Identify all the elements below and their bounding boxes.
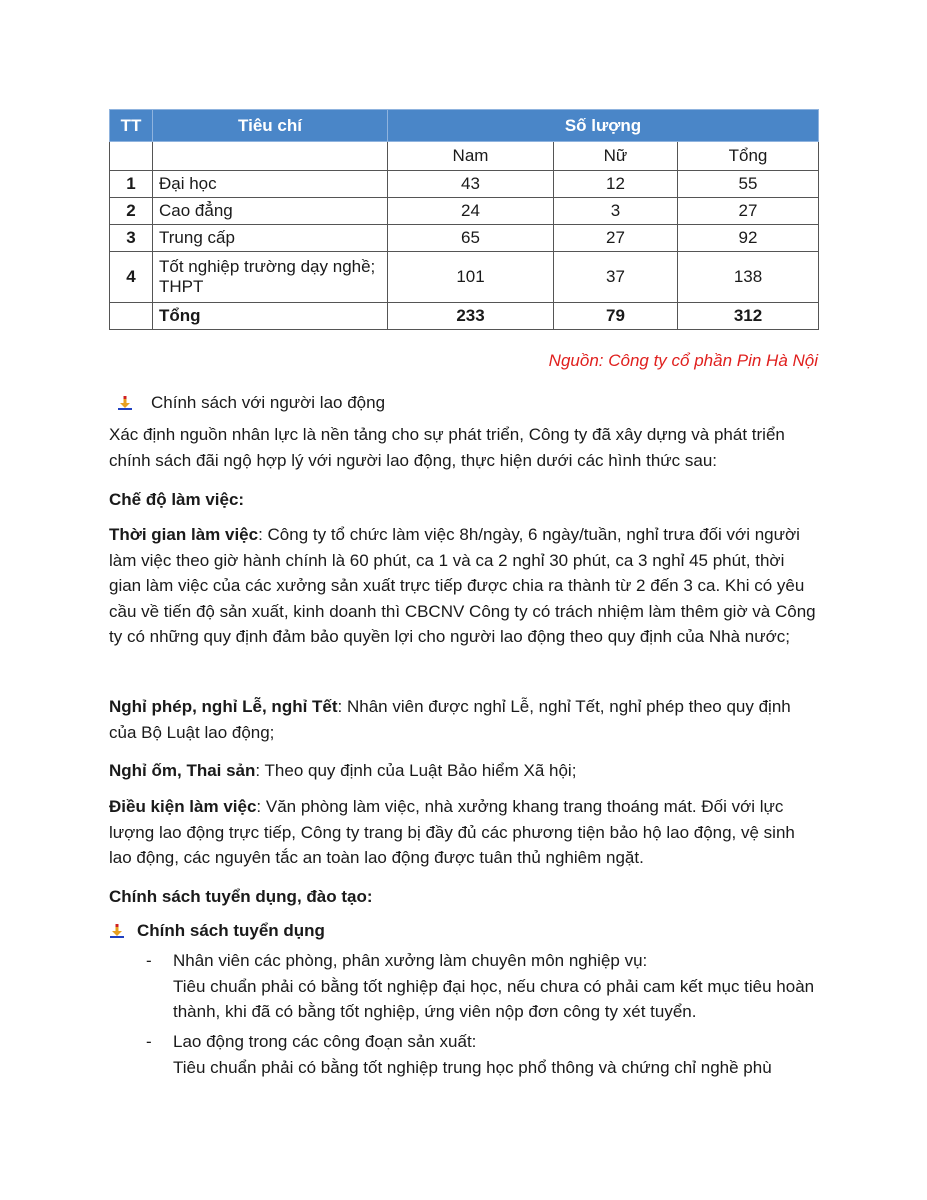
- worktime-text: : Công ty tổ chức làm việc 8h/ngày, 6 ngày/tuần, nghỉ trưa đối với người làm việc theo giờ hành chính là 60 phút, ca 1 và ca 2 nghỉ 30 phút, ca 3 nghỉ 45 phút, thời gian làm việc của các xưởng sản xuất trực tiếp được chia ra thành từ 2 đến 3 ca. Khi có yêu cầu về tiến độ sản xuất, kinh doanh thì CBCNV Công ty có trách nhiệm làm thêm giờ và Công ty có những quy định đảm bảo quyền lợi cho người lao động theo quy định của Nhà nước;: [109, 525, 816, 646]
- table-row: [110, 252, 819, 303]
- sick-label: Nghỉ ốm, Thai sản: [109, 761, 256, 780]
- table-total-row: [110, 303, 819, 330]
- bullet-labor-policy-label: Chính sách với người lao động: [151, 393, 386, 412]
- row-female: 37: [554, 252, 678, 303]
- bullet-recruitment-policy: [109, 921, 325, 941]
- arrow-down-bullet-icon: [109, 923, 125, 939]
- education-statistics-table: [109, 109, 819, 330]
- bullet-labor-policy: [117, 393, 385, 413]
- row-total: 138: [678, 252, 819, 303]
- list-item: [146, 948, 820, 1025]
- row-female: 27: [554, 225, 678, 252]
- row-number: 1: [110, 171, 153, 198]
- subheader-female: Nữ: [554, 142, 678, 171]
- sick-paragraph: [109, 758, 819, 784]
- arrow-down-bullet-icon: [117, 395, 133, 411]
- leave-label: Nghỉ phép, nghỉ Lễ, nghỉ Tết: [109, 697, 338, 716]
- leave-text: : Nhân viên được nghỉ Lễ, nghỉ Tết, nghỉ phép theo quy định của Bộ Luật lao động;: [109, 697, 791, 742]
- row-criteria: Tốt nghiệp trường dạy nghề; THPT: [153, 252, 388, 303]
- dash-marker: -: [146, 951, 152, 970]
- subheader-empty: [110, 142, 153, 171]
- total-male: 233: [388, 303, 554, 330]
- row-criteria: Trung cấp: [153, 225, 388, 252]
- table-row: [110, 171, 819, 198]
- row-male: 24: [388, 198, 554, 225]
- header-quantity: Số lượng: [388, 110, 819, 142]
- conditions-paragraph: [109, 794, 819, 871]
- list-item-title: Nhân viên các phòng, phân xưởng làm chuyên môn nghiệp vụ:: [173, 951, 648, 970]
- subheader-male: Nam: [388, 142, 554, 171]
- total-female: 79: [554, 303, 678, 330]
- list-item: [146, 1029, 820, 1080]
- source-note: Nguồn: Công ty cổ phần Pin Hà Nội: [548, 351, 818, 370]
- total-label: Tổng: [153, 303, 388, 330]
- row-female: 3: [554, 198, 678, 225]
- row-total: 55: [678, 171, 819, 198]
- row-number: 3: [110, 225, 153, 252]
- worktime-label: Thời gian làm việc: [109, 525, 259, 544]
- regime-heading: [109, 487, 819, 513]
- recruit-heading: [109, 884, 819, 910]
- intro-paragraph: Xác định nguồn nhân lực là nền tảng cho sự phát triển, Công ty đã xây dựng và phát triển chính sách đãi ngộ hợp lý với người lao động, thực hiện dưới các hình thức sau:: [109, 425, 785, 470]
- header-criteria: Tiêu chí: [153, 110, 388, 142]
- row-total: 92: [678, 225, 819, 252]
- worktime-paragraph: [109, 522, 819, 650]
- conditions-label: Điều kiện làm việc: [109, 797, 257, 816]
- sick-text: : Theo quy định của Luật Bảo hiểm Xã hội;: [255, 761, 577, 780]
- total-sum: 312: [678, 303, 819, 330]
- bullet-recruitment-policy-label: Chính sách tuyển dụng: [137, 921, 325, 940]
- row-male: 43: [388, 171, 554, 198]
- list-item-body: Tiêu chuẩn phải có bằng tốt nghiệp trung học phổ thông và chứng chỉ nghề phù: [173, 1057, 772, 1077]
- subheader-total: Tổng: [678, 142, 819, 171]
- list-item-title: Lao động trong các công đoạn sản xuất:: [173, 1032, 477, 1051]
- header-tt: TT: [110, 110, 153, 142]
- dash-marker: -: [146, 1032, 152, 1051]
- leave-paragraph: [109, 694, 819, 745]
- row-male: 65: [388, 225, 554, 252]
- row-criteria: Cao đẳng: [153, 198, 388, 225]
- subheader-empty: [153, 142, 388, 171]
- recruit-heading-text: Chính sách tuyển dụng, đào tạo:: [109, 887, 373, 906]
- regime-heading-text: Chế độ làm việc:: [109, 490, 245, 509]
- row-female: 12: [554, 171, 678, 198]
- row-male: 101: [388, 252, 554, 303]
- row-criteria: Đại học: [153, 171, 388, 198]
- table-row: [110, 198, 819, 225]
- row-total: 27: [678, 198, 819, 225]
- conditions-text: : Văn phòng làm việc, nhà xưởng khang trang thoáng mát. Đối với lực lượng lao động trực tiếp, Công ty trang bị đầy đủ các phương tiện bảo hộ lao động, vệ sinh lao động, các nguyên tắc an toàn lao động được tuân thủ nghiêm ngặt.: [109, 797, 795, 867]
- total-empty: [110, 303, 153, 330]
- row-number: 4: [110, 252, 153, 303]
- table-row: [110, 225, 819, 252]
- row-number: 2: [110, 198, 153, 225]
- list-item-body: Tiêu chuẩn phải có bằng tốt nghiệp đại học, nếu chưa có phải cam kết mục tiêu hoàn thành, khi đã có bằng tốt nghiệp, ứng viên nộp đơn công ty xét tuyển.: [173, 976, 815, 1021]
